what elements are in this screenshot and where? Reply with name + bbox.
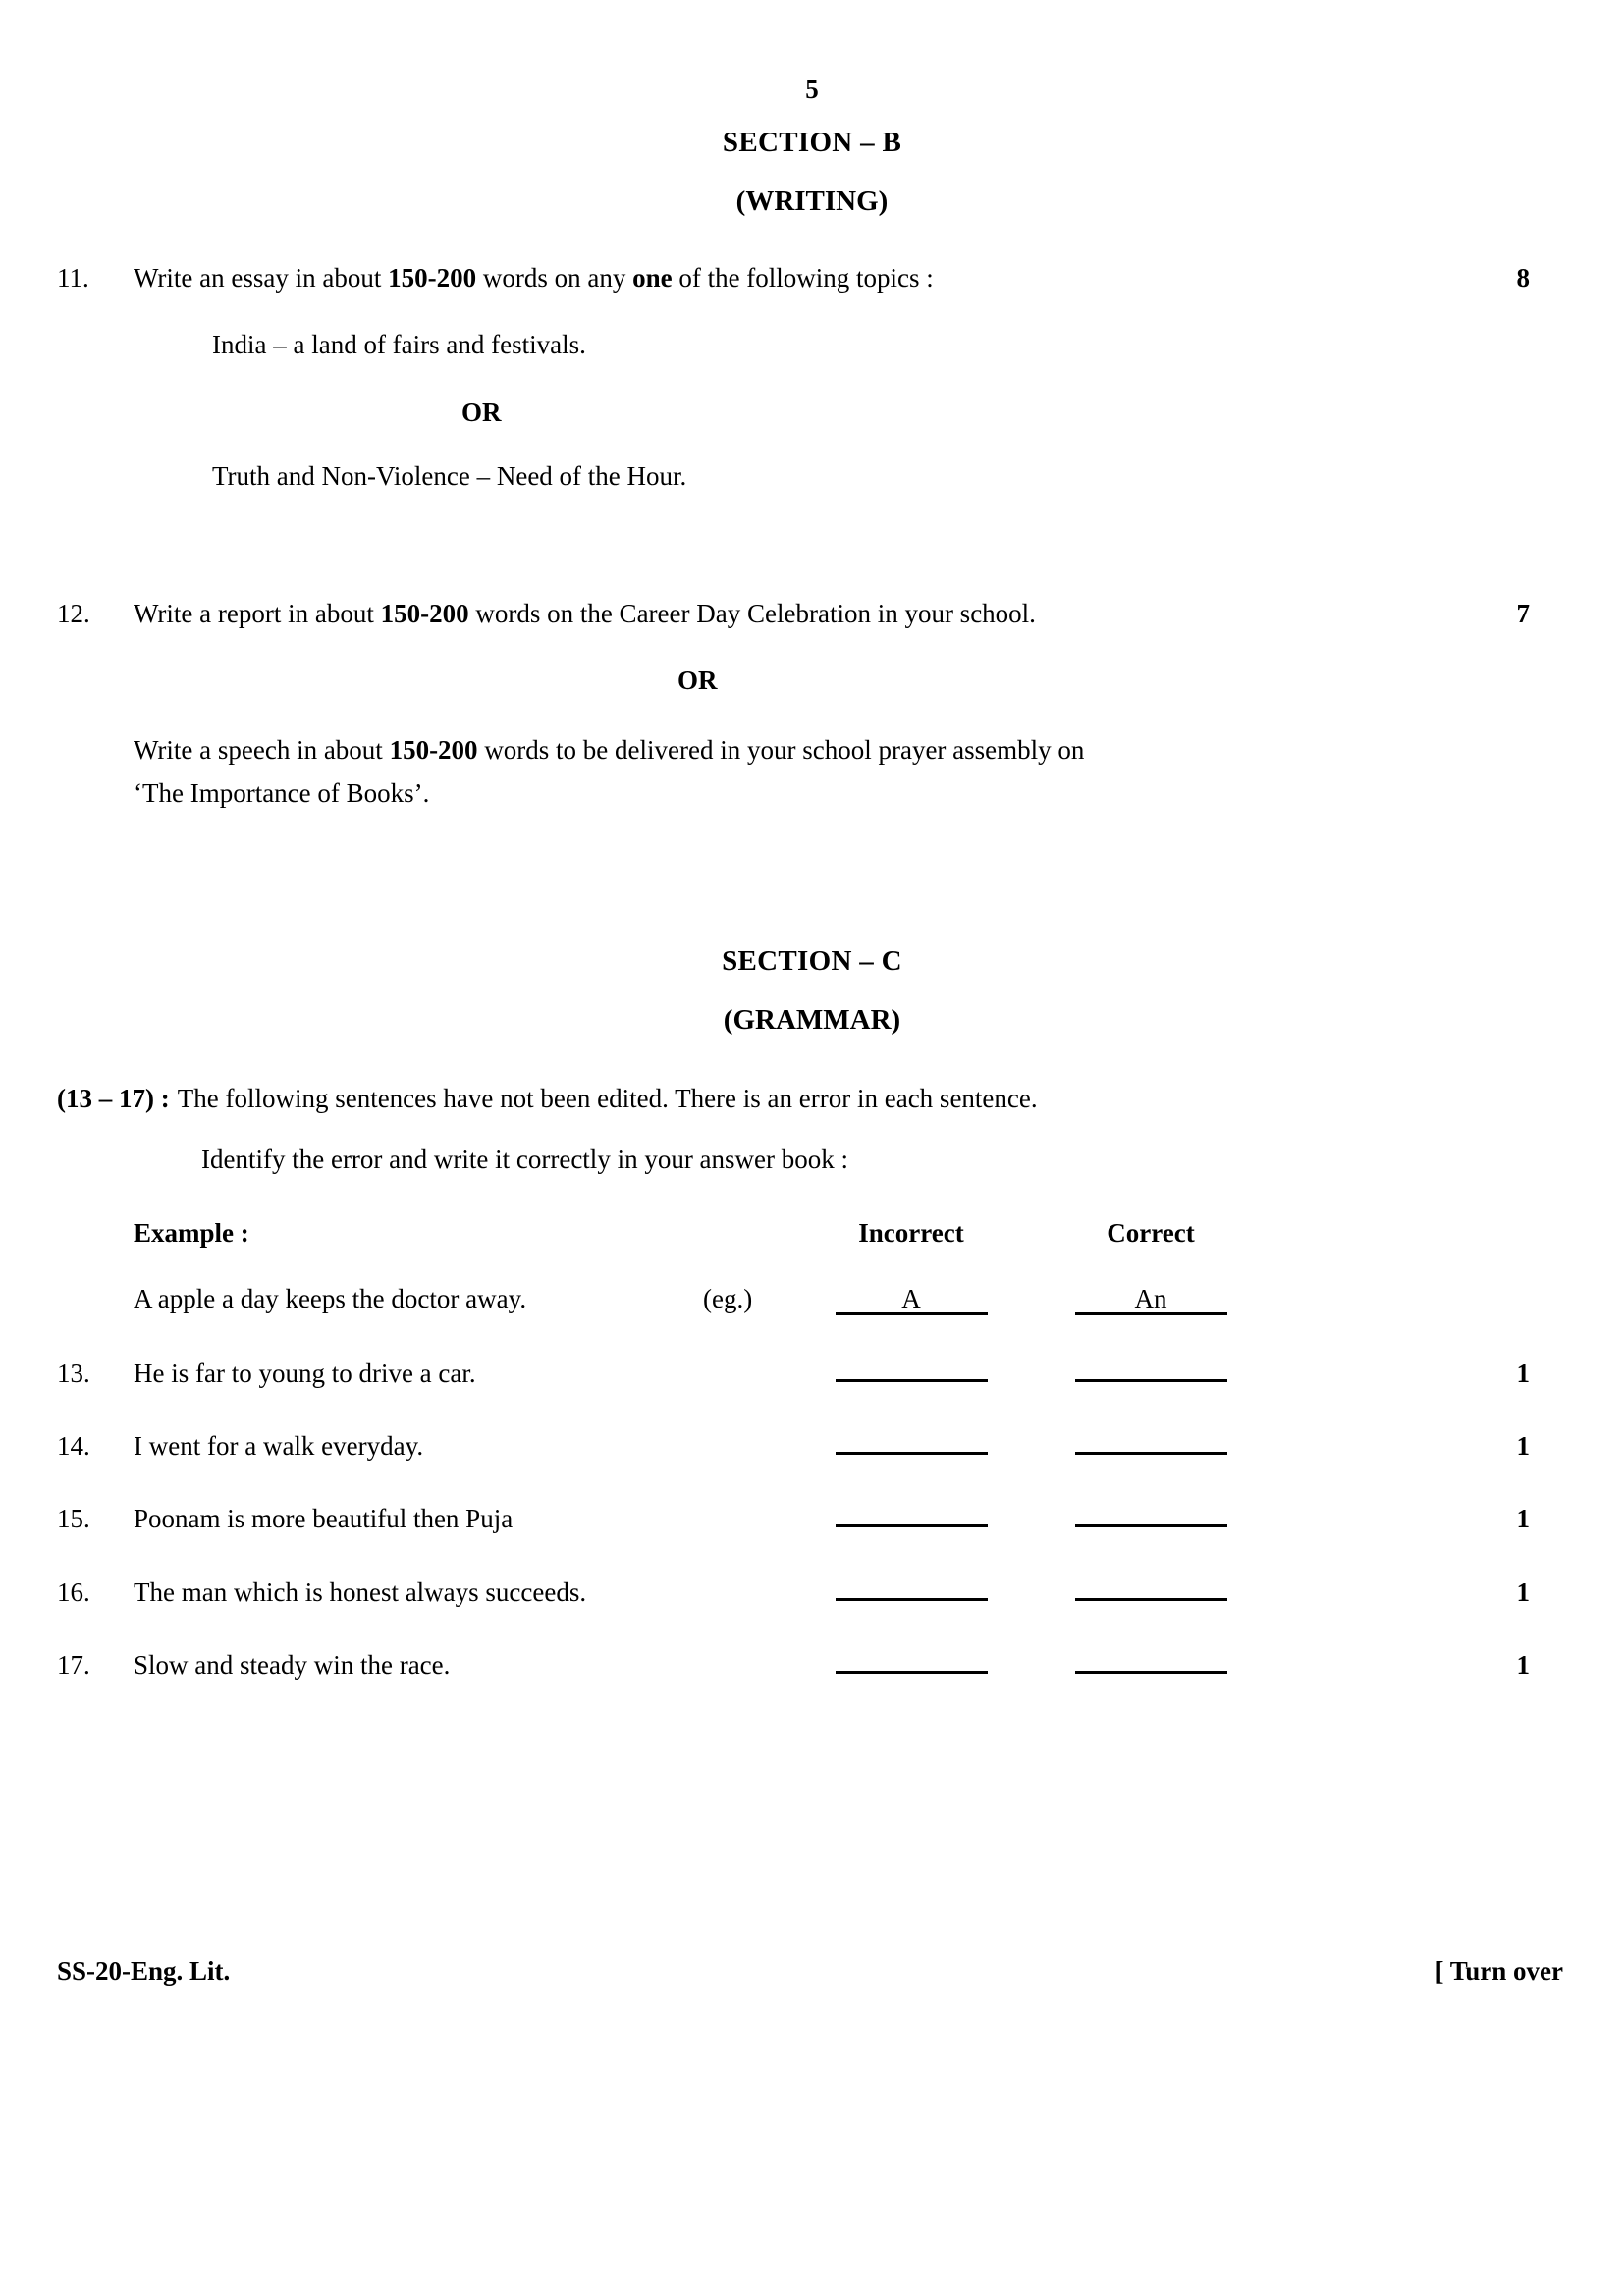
q12-alt-part2: words to be delivered in your school prayer assembly on: [477, 735, 1085, 766]
question-12-marks: 7: [1516, 598, 1530, 628]
question-11: [0, 259, 1624, 495]
row-15-number: 15.: [57, 1504, 90, 1534]
row-17-number: 17.: [57, 1650, 90, 1681]
question-11-or-separator: OR: [461, 397, 502, 427]
page-number: 5: [805, 75, 819, 104]
section-b-subtitle: (WRITING): [735, 186, 889, 217]
grammar-table-header-row: [57, 1218, 1530, 1249]
footer-turn-over: [ Turn over: [1435, 1956, 1563, 1986]
example-sentence: A apple a day keeps the doctor away.: [134, 1284, 527, 1314]
row-14-correct-cell[interactable]: [1053, 1424, 1249, 1462]
row-13-sentence: He is far to young to drive a car.: [134, 1358, 476, 1388]
header-incorrect: Incorrect: [858, 1218, 964, 1249]
question-12: [0, 595, 1624, 816]
table-row: [57, 1351, 1530, 1388]
q11-text-part2: words on any: [476, 263, 633, 293]
row-14-correct-blank[interactable]: [1075, 1424, 1227, 1455]
header-example-label: Example :: [134, 1218, 249, 1249]
grammar-instruction-label: (13 – 17) :: [57, 1083, 170, 1113]
example-eg-label: (eg.): [703, 1284, 753, 1314]
grammar-example-row: [57, 1284, 1530, 1315]
row-16-number: 16.: [57, 1576, 90, 1607]
row-14-incorrect-cell[interactable]: [813, 1424, 1009, 1462]
section-c-subtitle: (GRAMMAR): [723, 1003, 901, 1036]
section-b-title: SECTION – B: [722, 127, 902, 158]
row-13-marks: 1: [1516, 1358, 1530, 1388]
row-14-sentence: I went for a walk everyday.: [134, 1431, 424, 1462]
q12-alt-part1: Write a speech in about: [134, 735, 390, 766]
question-12-alternative: [0, 729, 1624, 815]
row-15-correct-blank[interactable]: [1075, 1497, 1227, 1527]
question-11-row: [0, 259, 1624, 296]
row-15-correct-cell[interactable]: [1053, 1497, 1249, 1534]
table-row: [57, 1643, 1530, 1681]
section-c-title: SECTION – C: [722, 944, 902, 977]
grammar-instruction-text: The following sentences have not been edited. There is an error in each sentence.: [177, 1083, 1038, 1113]
row-15-sentence: Poonam is more beautiful then Puja: [134, 1504, 514, 1534]
row-13-correct-cell[interactable]: [1053, 1351, 1249, 1388]
question-11-option-b: Truth and Non-Violence – Need of the Hour.: [212, 460, 687, 491]
footer-paper-code: SS-20-Eng. Lit.: [57, 1956, 231, 1986]
example-correct-cell: [1053, 1284, 1249, 1315]
row-13-number: 13.: [57, 1358, 90, 1388]
row-16-incorrect-blank[interactable]: [836, 1570, 988, 1600]
row-16-sentence: The man which is honest always succeeds.: [134, 1576, 587, 1607]
table-row: [57, 1497, 1530, 1534]
row-17-correct-blank[interactable]: [1075, 1643, 1227, 1674]
question-12-row: [0, 595, 1624, 632]
question-11-marks: 8: [1516, 263, 1530, 293]
row-16-marks: 1: [1516, 1576, 1530, 1607]
spacer-between-questions: [0, 495, 1624, 554]
row-14-incorrect-blank[interactable]: [836, 1424, 988, 1455]
header-correct: Correct: [1107, 1218, 1195, 1249]
q12-alt-line2: ‘The Importance of Books’.: [134, 778, 430, 809]
q11-word-count: 150-200: [388, 263, 477, 293]
q12-alt-word-count: 150-200: [389, 735, 478, 766]
page-footer: [57, 1956, 1563, 1987]
row-17-correct-cell[interactable]: [1053, 1643, 1249, 1681]
grammar-table: [0, 1218, 1624, 1681]
example-incorrect-cell: [813, 1284, 1009, 1315]
spacer-before-section-c: [0, 816, 1624, 922]
question-11-text: [134, 259, 1471, 296]
row-16-correct-cell[interactable]: [1053, 1570, 1249, 1607]
row-17-marks: 1: [1516, 1650, 1530, 1681]
row-15-incorrect-blank[interactable]: [836, 1497, 988, 1527]
row-17-incorrect-cell[interactable]: [813, 1643, 1009, 1681]
row-15-marks: 1: [1516, 1504, 1530, 1534]
row-16-correct-blank[interactable]: [1075, 1570, 1227, 1600]
question-11-option-a: India – a land of fairs and festivals.: [212, 330, 586, 360]
row-16-incorrect-cell[interactable]: [813, 1570, 1009, 1607]
question-12-text: [134, 595, 1471, 632]
row-15-incorrect-cell[interactable]: [813, 1497, 1009, 1534]
example-correct-answer: An: [1075, 1285, 1227, 1315]
q11-text-part3: of the following topics :: [672, 263, 934, 293]
q11-emphasis-one: one: [632, 263, 673, 293]
row-14-number: 14.: [57, 1431, 90, 1462]
table-row: [57, 1424, 1530, 1462]
q11-text-part1: Write an essay in about: [134, 263, 389, 293]
row-14-marks: 1: [1516, 1431, 1530, 1462]
row-13-incorrect-cell[interactable]: [813, 1351, 1009, 1388]
table-row: [57, 1570, 1530, 1607]
grammar-instruction-row: [0, 1080, 1624, 1117]
row-17-incorrect-blank[interactable]: [836, 1643, 988, 1674]
question-11-number: 11.: [57, 263, 89, 293]
question-12-or-separator: OR: [677, 666, 718, 696]
question-12-number: 12.: [57, 598, 90, 628]
row-17-sentence: Slow and steady win the race.: [134, 1650, 451, 1681]
example-incorrect-answer: A: [836, 1285, 988, 1315]
row-13-correct-blank[interactable]: [1075, 1351, 1227, 1381]
grammar-instruction-text-line2: Identify the error and write it correctly in your answer book :: [201, 1145, 849, 1175]
q12-text-part1: Write a report in about: [134, 598, 381, 628]
q12-text-part2: words on the Career Day Celebration in your school.: [468, 598, 1036, 628]
q12-word-count: 150-200: [380, 598, 469, 628]
row-13-incorrect-blank[interactable]: [836, 1351, 988, 1381]
